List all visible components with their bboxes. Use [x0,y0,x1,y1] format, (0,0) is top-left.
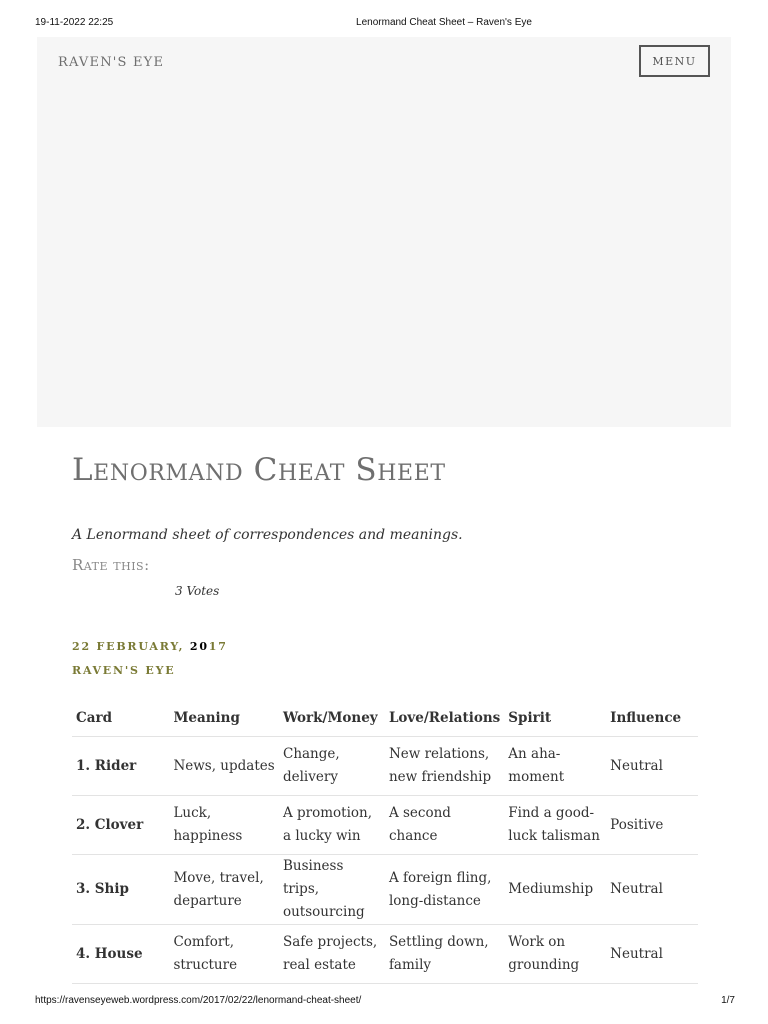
col-header-influence: Influence [606,700,698,737]
col-header-meaning: Meaning [169,700,279,737]
table-cell: Safe projects, real estate [279,925,385,984]
table-cell: Work on grounding [504,925,606,984]
table-cell: Move, travel, departure [169,855,279,925]
table-cell: Luck, happiness [169,796,279,855]
print-date: 19-11-2022 22:25 [35,17,114,28]
post-date-highlight: 20 [189,640,209,653]
table-row [72,737,698,796]
table-cell: Positive [606,796,698,855]
post-date-prefix: 22 FEBRUARY, [72,640,190,653]
table-cell: Neutral [606,925,698,984]
table-cell: A second chance [385,796,504,855]
table-cell: Neutral [606,737,698,796]
table-cell: Mediumship [504,855,606,925]
vote-count: 3 Votes [175,584,220,598]
rate-this-label: Rate this: [72,556,150,574]
col-header-card: Card [72,700,169,737]
table-cell: A foreign fling, long-distance [385,855,504,925]
table-cell: An aha-moment [504,737,606,796]
table-cell: A promotion, a lucky win [279,796,385,855]
print-footer [0,995,768,1009]
hero-image-area [37,37,731,427]
table-cell: New relations, new friendship [385,737,504,796]
table-cell: Find a good-luck talisman [504,796,606,855]
table-cell: Settling down, family [385,925,504,984]
table-row [72,925,698,984]
table-cell: Business trips, outsourcing [279,855,385,925]
col-header-spirit: Spirit [504,700,606,737]
post-date-suffix: 17 [208,640,228,653]
menu-button[interactable]: MENU [639,45,710,77]
table-cell: Neutral [606,855,698,925]
print-page-number: 1/7 [721,995,735,1006]
table-row [72,855,698,925]
table-cell: Change, delivery [279,737,385,796]
table-cell-card: 3. Ship [72,855,169,925]
table-cell-card: 4. House [72,925,169,984]
print-page-title: Lenormand Cheat Sheet – Raven's Eye [356,17,532,28]
col-header-love-relations: Love/Relations [385,700,504,737]
page-title: Lenormand Cheat Sheet [72,452,446,488]
table-cell-card: 1. Rider [72,737,169,796]
table-cell: Comfort, structure [169,925,279,984]
post-date[interactable] [72,640,228,653]
col-header-work-money: Work/Money [279,700,385,737]
table-cell-card: 2. Clover [72,796,169,855]
print-url: https://ravenseyeweb.wordpress.com/2017/02/22/lenormand-cheat-sheet/ [35,995,362,1006]
table-header-row [72,700,698,737]
lenormand-table [72,700,698,984]
table-row [72,796,698,855]
post-excerpt: A Lenormand sheet of correspondences and meanings. [72,527,463,543]
print-header [0,17,768,31]
post-author-link[interactable]: RAVEN'S EYE [72,664,176,677]
table-cell: News, updates [169,737,279,796]
site-title-link[interactable]: RAVEN'S EYE [58,55,165,70]
